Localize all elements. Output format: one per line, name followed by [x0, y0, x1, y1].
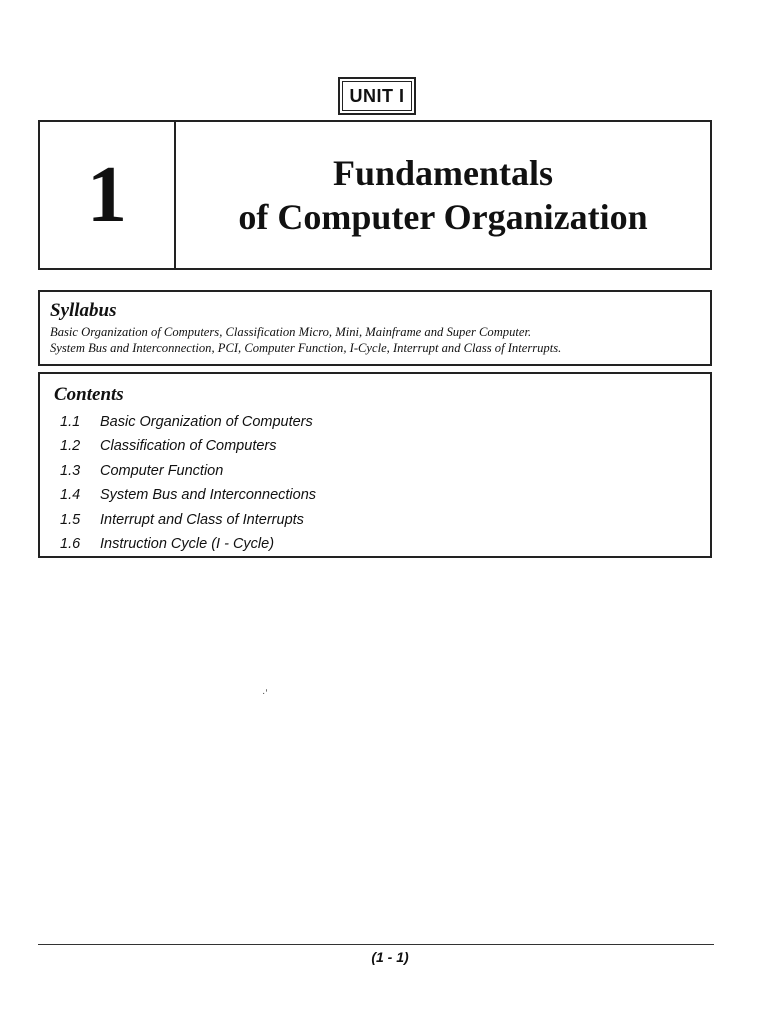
contents-item: [60, 532, 696, 556]
syllabus-box: [38, 290, 712, 366]
syllabus-line-2: System Bus and Interconnection, PCI, Computer Function, I-Cycle, Interrupt and Class of Interrupts.: [50, 341, 562, 355]
contents-item-label: System Bus and Interconnections: [100, 487, 317, 504]
scan-speck-mark: ·‘: [262, 688, 268, 699]
contents-item-label: Interrupt and Class of Interrupts: [100, 511, 304, 528]
unit-badge: [338, 77, 416, 115]
contents-item-number: 1.1: [60, 414, 81, 430]
contents-item: [60, 459, 696, 483]
contents-item-number: 1.4: [60, 487, 81, 504]
contents-item-number: 1.6: [60, 536, 81, 553]
contents-item: [60, 508, 696, 532]
footer-divider: [38, 944, 714, 945]
contents-heading: Contents: [54, 384, 124, 405]
contents-item-number: 1.5: [60, 511, 81, 528]
unit-label: UNIT I: [342, 81, 412, 111]
page-number: (1 - 1): [371, 949, 409, 965]
syllabus-text: [50, 324, 700, 356]
contents-item: [60, 410, 696, 434]
contents-item: [60, 483, 696, 507]
chapter-title-line-2: of Computer Organization: [238, 197, 648, 237]
contents-item-label: Instruction Cycle (I - Cycle): [100, 536, 275, 553]
syllabus-line-1: Basic Organization of Computers, Classification Micro, Mini, Mainframe and Super Computer.: [50, 325, 532, 339]
syllabus-heading: Syllabus: [50, 300, 117, 321]
contents-item-label: Computer Function: [100, 462, 224, 479]
chapter-header: [38, 120, 712, 270]
contents-item: [60, 434, 696, 458]
contents-item-number: 1.2: [60, 438, 81, 455]
contents-list: [60, 410, 696, 556]
chapter-title: [176, 122, 710, 268]
chapter-number: 1: [40, 122, 176, 268]
contents-box: [38, 372, 712, 558]
chapter-title-line-1: Fundamentals: [332, 153, 554, 193]
contents-item-label: Classification of Computers: [100, 438, 277, 455]
contents-item-label: Basic Organization of Computers: [100, 414, 313, 430]
contents-item-number: 1.3: [60, 462, 81, 479]
